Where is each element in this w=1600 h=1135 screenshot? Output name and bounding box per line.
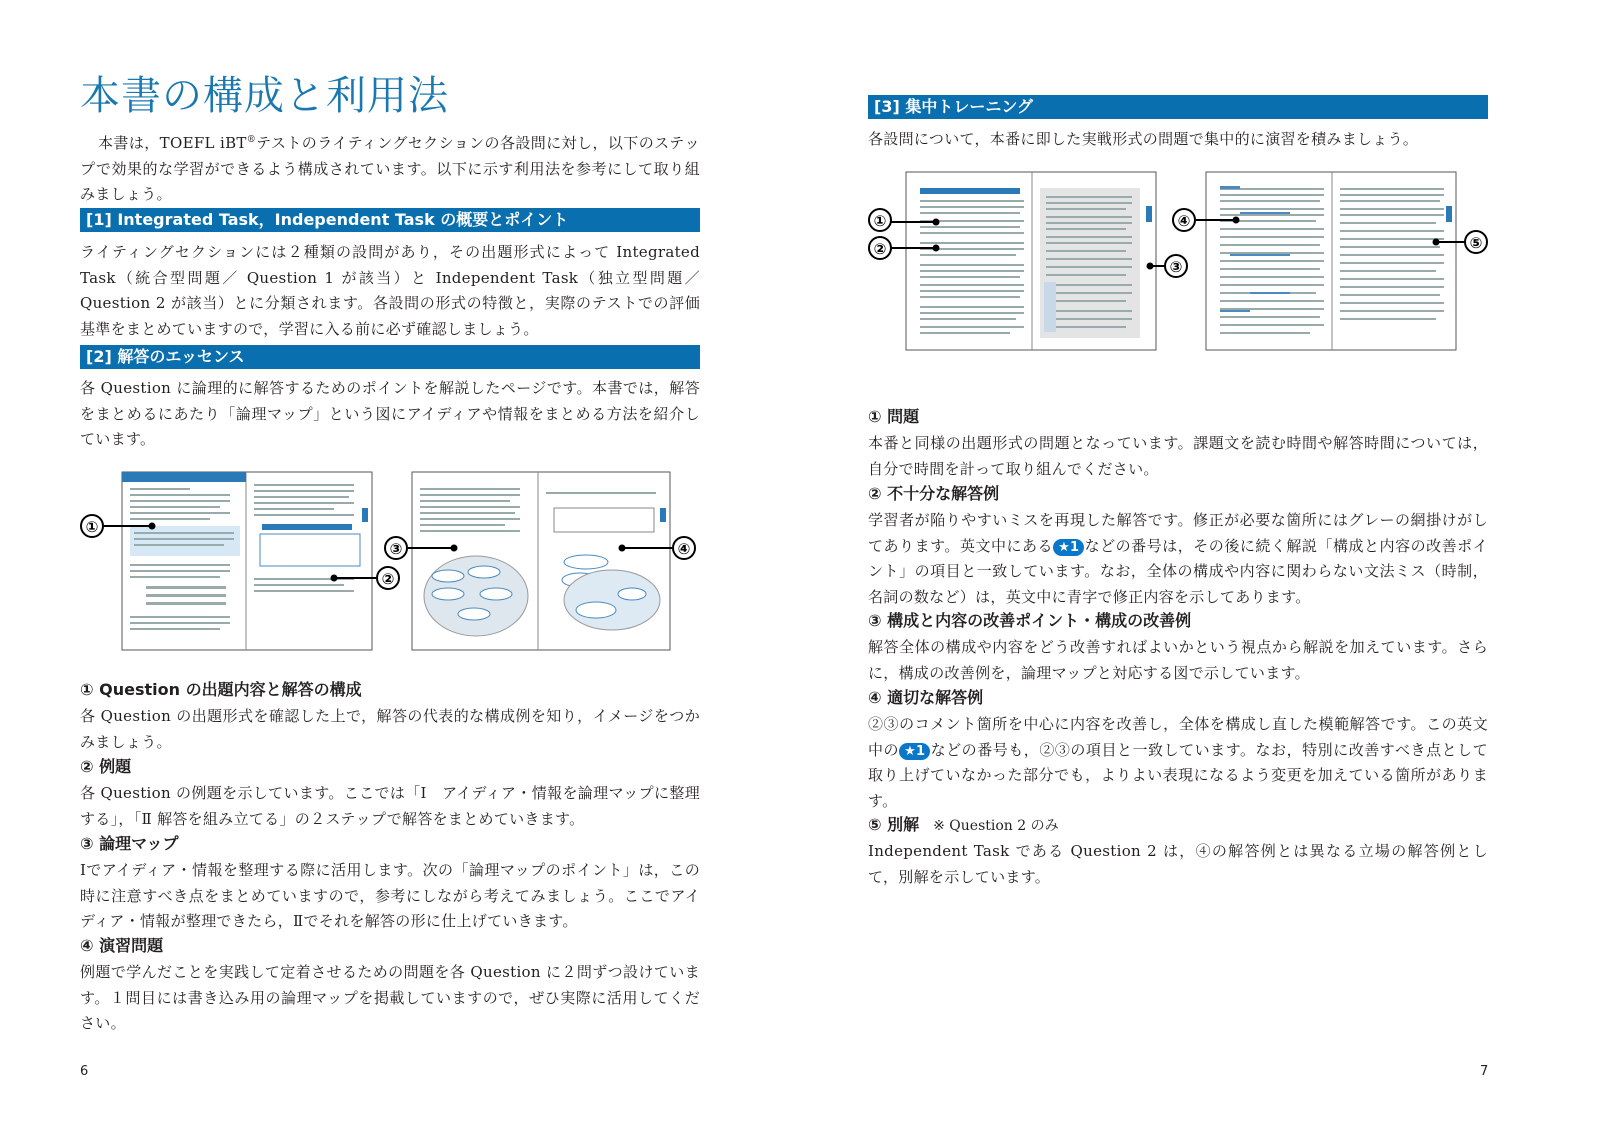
star-badge: ★1: [1053, 539, 1084, 556]
section-text-2: 各 Question に論理的に解答するためのポイントを解説したページです。本書では，解答をまとめるにあたり「論理マップ」という図にアイディアや情報をまとめる方法を紹介しています。: [80, 379, 700, 448]
r-item-text-5: Independent Task である Question 2 は，④の解答例とは異なる立場の解答例として，別解を示しています。: [868, 842, 1488, 886]
item-text-1: 各 Question の出題形式を確認した上で，解答の代表的な構成例を知り，イメージをつかみましょう。: [80, 707, 700, 751]
r-item-text-4: ②③のコメント箇所を中心に内容を改善し，全体を構成し直した模範解答です。この英文中の ★1 などの番号も，②③の項目と一致しています。なお，特別に改善すべき点として取り上げていなかった部分でも，よりよい表現になるよう変更を加えている箇所があります。: [868, 715, 1488, 810]
section-text-3: 各設問について，本番に即した実戦形式の問題で集中的に演習を積みましょう。: [868, 130, 1419, 148]
sample-pages-figure: [76, 468, 716, 658]
callout-r4: ④: [1177, 212, 1191, 230]
item-heading-3: ③ 論理マップ: [80, 834, 179, 853]
r-item-heading-3: ③ 構成と内容の改善ポイント・構成の改善例: [868, 611, 1192, 630]
r-item-text-3: 解答全体の構成や内容をどう改善すればよいかという視点から解説を加えています。さらに，構成の改善例を，論理マップと対応する図で示しています。: [868, 638, 1488, 682]
section-header-2: [2] 解答のエッセンス: [80, 345, 700, 369]
r-item-heading-4: ④ 適切な解答例: [868, 688, 984, 707]
r-item-heading-2: ② 不十分な解答例: [868, 484, 1000, 503]
item-text-2: 各 Question の例題を示しています。ここでは「Ⅰ アイディア・情報を論理マップに整理する」，「Ⅱ 解答を組み立てる」の２ステップで解答をまとめていきます。: [80, 784, 700, 828]
r-item-text-2: 学習者が陥りやすいミスを再現した解答です。修正が必要な箇所にはグレーの網掛けがしてあります。英文中にある ★1 などの番号は，その後に続く解説「構成と内容の改善ポイント」の項目と一致しています。なお，全体の構成や内容に関わらない文法ミス（時制，名詞の数など）は，英文中に青字で修正内容を示してあります。: [868, 511, 1488, 606]
r-item-heading-1: ① 問題: [868, 407, 920, 426]
section-text-1: ライティングセクションには２種類の設問があり，その出題形式によって Integrated Task（統合型問題／ Question 1 が該当）と Independent Task（独立型問題／ Question 2 が該当）とに分類されます。各設問の形式の特徴と，実際のテストでの評価基準をまとめていますので，学習に入る前に必ず確認しましょう。: [80, 243, 700, 338]
star-badge: ★1: [899, 743, 930, 760]
note: ※ Question 2 のみ: [933, 818, 1059, 834]
callout-3: ③: [389, 540, 403, 558]
item-heading-1: ① Question の出題内容と解答の構成: [80, 680, 362, 699]
page-number-left: 6: [80, 1064, 89, 1079]
item-heading-2: ② 例題: [80, 757, 132, 776]
callout-r2: ②: [873, 240, 887, 258]
section-header-3: [3] 集中トレーニング: [868, 95, 1488, 119]
r-item-text-1: 本番と同様の出題形式の問題となっています。課題文を読む時間や解答時間については，自分で時間を計って取り組んでください。: [868, 434, 1488, 478]
sample-pages-illustration-2: [860, 166, 1500, 356]
right-page: [800, 0, 1600, 1135]
callout-2: ②: [381, 570, 395, 588]
intro-text: 本書は，TOEFL iBT®テストのライティングセクションの各設問に対し，以下のステップで効果的な学習ができるよう構成されています。以下に示す利用法を参考にして取り組みましょう。: [80, 134, 700, 203]
callout-r5: ⑤: [1469, 234, 1483, 252]
section-header-1: [1] Integrated Task，Independent Task の概要とポイント: [80, 208, 700, 232]
item-heading-4: ④ 演習問題: [80, 936, 164, 955]
sample-pages-illustration: [76, 468, 716, 658]
page-title: 本書の構成と利用法: [80, 73, 449, 119]
sample-pages-figure-2: [860, 166, 1500, 356]
callout-4: ④: [677, 540, 691, 558]
callout-r1: ①: [873, 212, 887, 230]
page-number-right: 7: [1480, 1064, 1489, 1079]
r-item-heading-5: ⑤ 別解 ※ Question 2 のみ: [868, 815, 1059, 834]
callout-r3: ③: [1169, 258, 1183, 276]
item-text-4: 例題で学んだことを実践して定着させるための問題を各 Question に２問ずつ設けています。１問目には書き込み用の論理マップを掲載していますので，ぜひ実際に活用してください。: [80, 963, 700, 1032]
item-text-3: Ⅰでアイディア・情報を整理する際に活用します。次の「論理マップのポイント」は，この時に注意すべき点をまとめていますので，参考にしながら考えてみましょう。ここでアイディア・情報が整理できたら，Ⅱでそれを解答の形に仕上げていきます。: [80, 861, 700, 930]
callout-1: ①: [85, 518, 99, 536]
